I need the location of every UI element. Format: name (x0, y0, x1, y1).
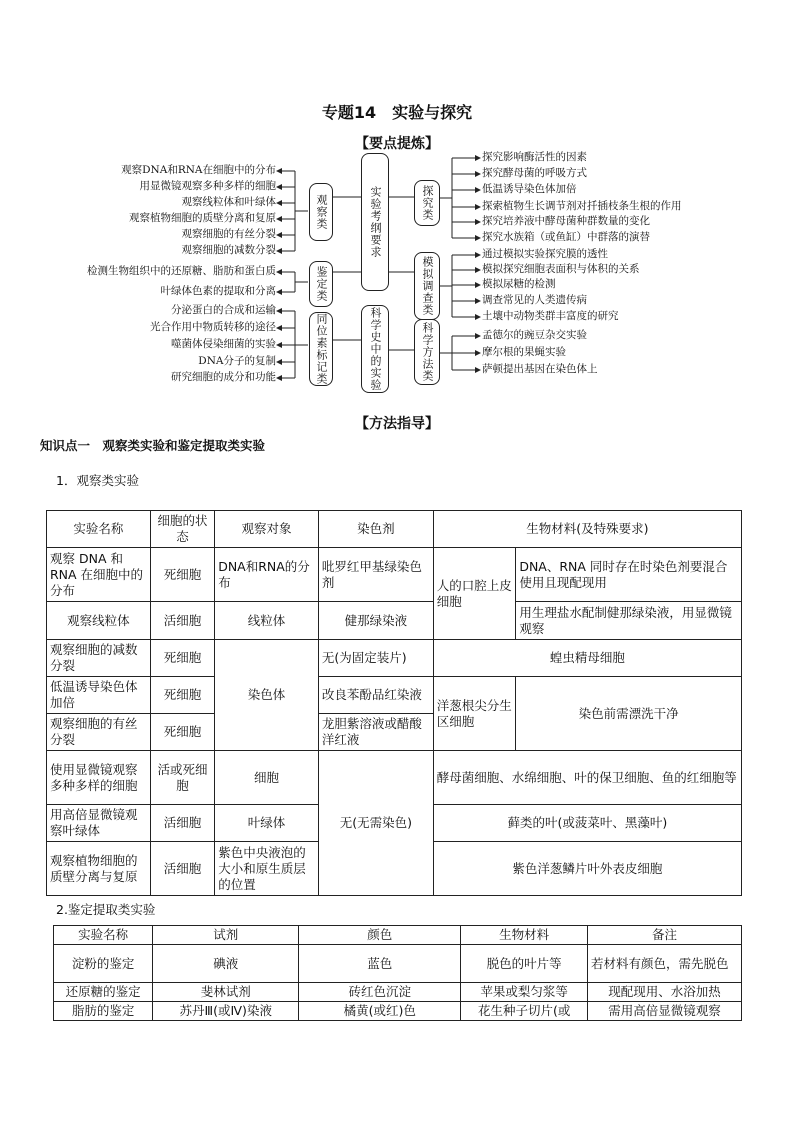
table-cell: 酵母菌细胞、水绵细胞、叶的保卫细胞、鱼的红细胞等 (433, 751, 741, 805)
table-cell: 碘液 (153, 945, 299, 983)
table-cell: 死细胞 (150, 677, 214, 714)
mindmap-right-group-2: 模拟调查类 (414, 252, 440, 320)
identification-experiments-table (53, 925, 742, 1021)
table-header-cell: 生物材料 (461, 926, 588, 945)
mindmap-right-item: 低温诱导染色体加倍 (482, 183, 577, 195)
mindmap-right-item: 模拟探究细胞表面积与体积的关系 (482, 263, 640, 275)
table-cell: 活细胞 (150, 842, 214, 896)
table-row (47, 640, 742, 677)
table-row (54, 983, 742, 1002)
mindmap-right-item: 探究水族箱（或鱼缸）中群落的演替 (482, 231, 650, 243)
table-cell: 脂肪的鉴定 (54, 1002, 153, 1021)
table-cell: 蝗虫精母细胞 (433, 640, 741, 677)
table-cell: 活细胞 (150, 805, 214, 842)
table-cell: 改良苯酚品红染液 (318, 677, 433, 714)
table-row (47, 548, 742, 602)
table-cell: 线粒体 (215, 602, 319, 640)
mindmap-right-item: 调查常见的人类遗传病 (482, 294, 587, 306)
table-cell: 橘黄(或红)色 (299, 1002, 461, 1021)
mindmap-right-group-1: 探究类 (414, 180, 440, 226)
mindmap-left-item: 噬菌体侵染细菌的实验 (171, 338, 276, 350)
table-header-cell: 生物材料(及特殊要求) (433, 511, 741, 548)
mindmap-center-top: 实验考纲要求 (361, 153, 389, 291)
mindmap-left-group-1: 观察类 (309, 183, 333, 241)
table-cell: 观察细胞的有丝分裂 (47, 714, 151, 751)
table-cell: 需用高倍显微镜观察 (587, 1002, 741, 1021)
mindmap-left-item: 检测生物组织中的还原糖、脂肪和蛋白质 (87, 265, 276, 277)
table-cell: 还原糖的鉴定 (54, 983, 153, 1002)
mindmap-right-item: 摩尔根的果蝇实验 (482, 346, 566, 358)
table-cell: 观察 DNA 和 RNA 在细胞中的分布 (47, 548, 151, 602)
mindmap-left-group-3: 同位素标记类 (309, 312, 333, 386)
table-cell: 吡罗红甲基绿染色剂 (318, 548, 433, 602)
table-cell: 现配现用、水浴加热 (587, 983, 741, 1002)
mindmap-left-item: 观察植物细胞的质壁分离和复原 (129, 212, 276, 224)
page-title: 专题14 实验与探究 (321, 103, 473, 122)
mindmap-left-item: 用显微镜观察多种多样的细胞 (139, 180, 276, 192)
mindmap-left-item: 叶绿体色素的提取和分离 (160, 285, 276, 297)
table-header-cell: 实验名称 (47, 511, 151, 548)
table-row (47, 602, 742, 640)
section-heading-key-points: 【要点提炼】 (355, 136, 439, 152)
mindmap-left-item: 分泌蛋白的合成和运输 (171, 304, 276, 316)
knowledge-point-heading: 知识点一 观察类实验和鉴定提取类实验 (40, 438, 266, 453)
table-cell: 藓类的叶(或菠菜叶、黑藻叶) (433, 805, 741, 842)
mindmap-left-item: 观察细胞的减数分裂 (181, 244, 276, 256)
mindmap-right-item: 探究酵母菌的呼吸方式 (482, 167, 587, 179)
table-cell: 龙胆紫溶液或醋酸洋红液 (318, 714, 433, 751)
table-cell: DNA、RNA 同时存在时染色剂要混合使用且现配现用 (516, 548, 742, 602)
mindmap-left-item: 观察细胞的有丝分裂 (181, 228, 276, 240)
mindmap-right-item: 探究影响酶活性的因素 (482, 151, 587, 163)
table-cell: 脱色的叶片等 (461, 945, 588, 983)
mindmap-left-item: 研究细胞的成分和功能 (171, 371, 276, 383)
table-cell: 苏丹Ⅲ(或Ⅳ)染液 (153, 1002, 299, 1021)
table-cell: 观察植物细胞的质壁分离与复原 (47, 842, 151, 896)
table-cell: 活细胞 (150, 602, 214, 640)
table-cell: 低温诱导染色体加倍 (47, 677, 151, 714)
table-row (54, 1002, 742, 1021)
table-cell: 活或死细胞 (150, 751, 214, 805)
table-cell: 使用显微镜观察多种多样的细胞 (47, 751, 151, 805)
subsection-heading-identification: 2.鉴定提取类实验 (56, 902, 156, 917)
mindmap-center-bottom: 科学史中的实验 (361, 305, 389, 393)
table-cell: 染色前需漂洗干净 (516, 677, 742, 751)
table-cell: 洋葱根尖分生区细胞 (433, 677, 516, 751)
mindmap-left-item: 观察DNA和RNA在细胞中的分布 (121, 164, 276, 176)
table-header-cell: 实验名称 (54, 926, 153, 945)
mindmap-right-item: 探索植物生长调节剂对扦插枝条生根的作用 (482, 200, 682, 212)
table-cell: 叶绿体 (215, 805, 319, 842)
table-cell: 紫色中央液泡的大小和原生质层的位置 (215, 842, 319, 896)
table-header-cell: 观察对象 (215, 511, 319, 548)
table-cell: 用生理盐水配制健那绿染液，用显微镜观察 (516, 602, 742, 640)
table-header-cell: 细胞的状态 (150, 511, 214, 548)
observation-experiments-table (46, 510, 742, 896)
table-cell: 斐林试剂 (153, 983, 299, 1002)
table-cell: 用高倍显微镜观察叶绿体 (47, 805, 151, 842)
table-cell: 紫色洋葱鳞片叶外表皮细胞 (433, 842, 741, 896)
mindmap-right-group-3: 科学方法类 (414, 319, 440, 385)
table-cell: 若材料有颜色，需先脱色 (587, 945, 741, 983)
mindmap-left-item: DNA分子的复制 (198, 355, 276, 367)
table-cell: 观察细胞的减数分裂 (47, 640, 151, 677)
table-cell: 死细胞 (150, 640, 214, 677)
table-header-cell: 颜色 (299, 926, 461, 945)
table-header-cell: 染色剂 (318, 511, 433, 548)
table-cell: DNA和RNA的分布 (215, 548, 319, 602)
table-cell: 蓝色 (299, 945, 461, 983)
mindmap-right-item: 通过模拟实验探究膜的透性 (482, 248, 608, 260)
mindmap-left-item: 光合作用中物质转移的途径 (150, 321, 276, 333)
table-cell: 无(为固定装片) (318, 640, 433, 677)
table-header-cell: 试剂 (153, 926, 299, 945)
table-cell: 观察线粒体 (47, 602, 151, 640)
mindmap-right-item: 土壤中动物类群丰富度的研究 (482, 310, 619, 322)
mindmap-right-item: 萨顿提出基因在染色体上 (482, 363, 598, 375)
mindmap-left-group-2: 鉴定类 (309, 261, 333, 307)
mindmap-right-item: 探究培养液中酵母菌种群数量的变化 (482, 215, 650, 227)
table-cell: 死细胞 (150, 714, 214, 751)
mindmap-right-item: 孟德尔的豌豆杂交实验 (482, 329, 587, 341)
table-cell: 花生种子切片(或 (461, 1002, 588, 1021)
table-row (47, 751, 742, 805)
table-cell: 死细胞 (150, 548, 214, 602)
table-header-row (54, 926, 742, 945)
table-cell: 淀粉的鉴定 (54, 945, 153, 983)
table-cell: 细胞 (215, 751, 319, 805)
table-header-row (47, 511, 742, 548)
mindmap-right-item: 模拟尿糖的检测 (482, 278, 556, 290)
table-cell: 苹果或梨匀浆等 (461, 983, 588, 1002)
table-cell: 健那绿染液 (318, 602, 433, 640)
table-header-cell: 备注 (587, 926, 741, 945)
table-cell: 无(无需染色) (318, 751, 433, 896)
table-cell: 人的口腔上皮细胞 (433, 548, 516, 640)
table-row (54, 945, 742, 983)
table-row (47, 677, 742, 714)
subsection-heading-observation: 1．观察类实验 (56, 473, 139, 488)
table-cell: 砖红色沉淀 (299, 983, 461, 1002)
table-cell: 染色体 (215, 640, 319, 751)
section-heading-method: 【方法指导】 (355, 416, 439, 432)
mindmap-left-item: 观察线粒体和叶绿体 (181, 196, 276, 208)
